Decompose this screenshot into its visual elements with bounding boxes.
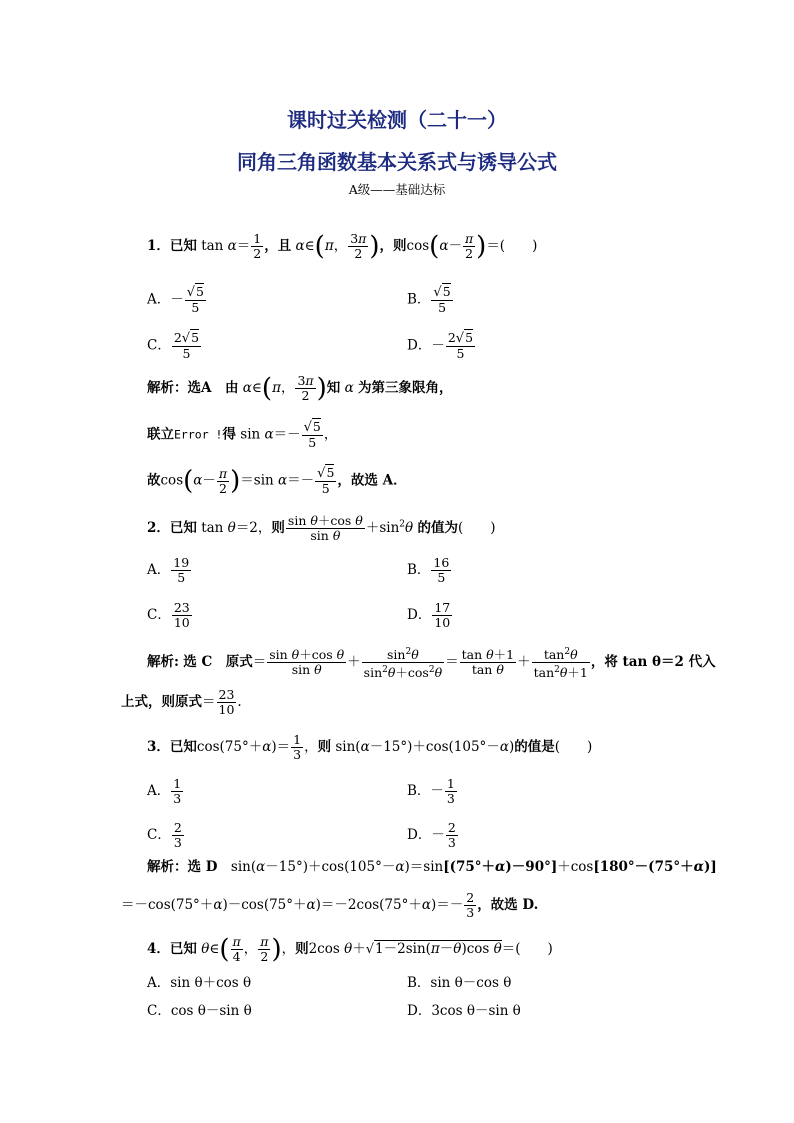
- q1-analysis: 解析：选A 由 α∈(π， $\frac{3\pi}{2}$ )知 α 为第三象限角，: [147, 373, 453, 404]
- q3-option-a: A． $\frac{1}{3}$: [147, 776, 182, 806]
- question-4: 4．已知 θ∈( $\frac{\pi}{4}$ ， $\frac{\pi}{2}$ )，则2cos θ＋√1－2sin(π－θ)cos θ＝( ): [147, 934, 553, 965]
- q4-option-c: C．cos θ－sin θ: [147, 1003, 252, 1019]
- question-3: 3．已知cos(75°＋α)＝ $\frac{1}{3}$ ，则 sin(α－15°)＋cos(105°－α)的值是( ): [147, 732, 593, 762]
- q1-option-d: D．－ $\frac{2√5}{5}$: [407, 330, 474, 361]
- q1-option-b: B． $\frac{√5}{5}$: [407, 284, 451, 315]
- q3-analysis-2: ＝－cos(75°＋α)－cos(75°＋α)＝－2cos(75°＋α)＝－ $\frac{2}{3}$ ，故选 D.: [121, 890, 539, 920]
- q2-option-a: A． $\frac{19}{5}$: [147, 555, 190, 585]
- page-subtitle: 同角三角函数基本关系式与诱导公式: [237, 150, 557, 174]
- question-number: 1．: [147, 238, 170, 254]
- question-1: 1．已知 tan α＝ $\frac{1}{2}$ ，且 α∈(π， $\frac{3\pi}{2}$ )，则cos(α－ $\frac{\pi}{2}$ )＝( ): [147, 231, 538, 262]
- q4-option-b: B．sin θ－cos θ: [407, 975, 512, 991]
- q2-analysis-2: 上式，则原式＝ $\frac{23}{10}$ .: [121, 687, 242, 717]
- q4-option-a: A．sin θ＋cos θ: [147, 975, 252, 991]
- page-title: 课时过关检测（二十一）: [287, 108, 507, 132]
- q1-analysis-3: 故cos(α－ $\frac{\pi}{2}$ )＝sin α＝－ $\frac{√5}{5}$ ，故选 A．: [147, 465, 407, 496]
- q3-option-d: D．－ $\frac{2}{3}$: [407, 820, 456, 850]
- q2-analysis: 解析: 选 C 原式＝ $\frac{\text{sin θ＋cos θ}}{\text{sin θ}}$ ＋ $\frac{\sin^2\theta}{\sin^2\theta+\cos^2\theta}$ ＝ $\frac{\text{tan θ＋1}}{\text{tan θ}}$ ＋ $\frac{\tan^2\theta}{\tan^2\theta+1}$ ，将 tan θ＝2 代入: [147, 647, 716, 681]
- question-2: 2．已知 tan θ＝2，则 $\frac{\text{sin θ＋cos θ}}{\text{sin θ}}$ $+\sin^2\theta$ 的值为( ): [147, 513, 496, 543]
- q3-option-b: B．－ $\frac{1}{3}$: [407, 776, 455, 806]
- q3-analysis: 解析：选 D sin(α－15°)＋cos(105°－α)＝sin[(75°＋α)－90°]＋cos[180°－(75°＋α)]: [147, 859, 717, 875]
- q2-option-c: C． $\frac{23}{10}$: [147, 600, 190, 630]
- level-heading: A级——基础达标: [348, 182, 446, 197]
- q2-option-b: B． $\frac{16}{5}$: [407, 555, 450, 585]
- q1-analysis-2: 联立Error !得 sin α＝－ $\frac{√5}{5}$ ，: [147, 419, 338, 450]
- q2-option-d: D． $\frac{17}{10}$: [407, 600, 451, 630]
- q3-option-c: C． $\frac{2}{3}$: [147, 820, 182, 850]
- q4-option-d: D．3cos θ－sin θ: [407, 1003, 521, 1019]
- q1-option-c: C． $\frac{2√5}{5}$: [147, 330, 200, 361]
- q1-option-a: A．－ $\frac{√5}{5}$: [147, 284, 204, 315]
